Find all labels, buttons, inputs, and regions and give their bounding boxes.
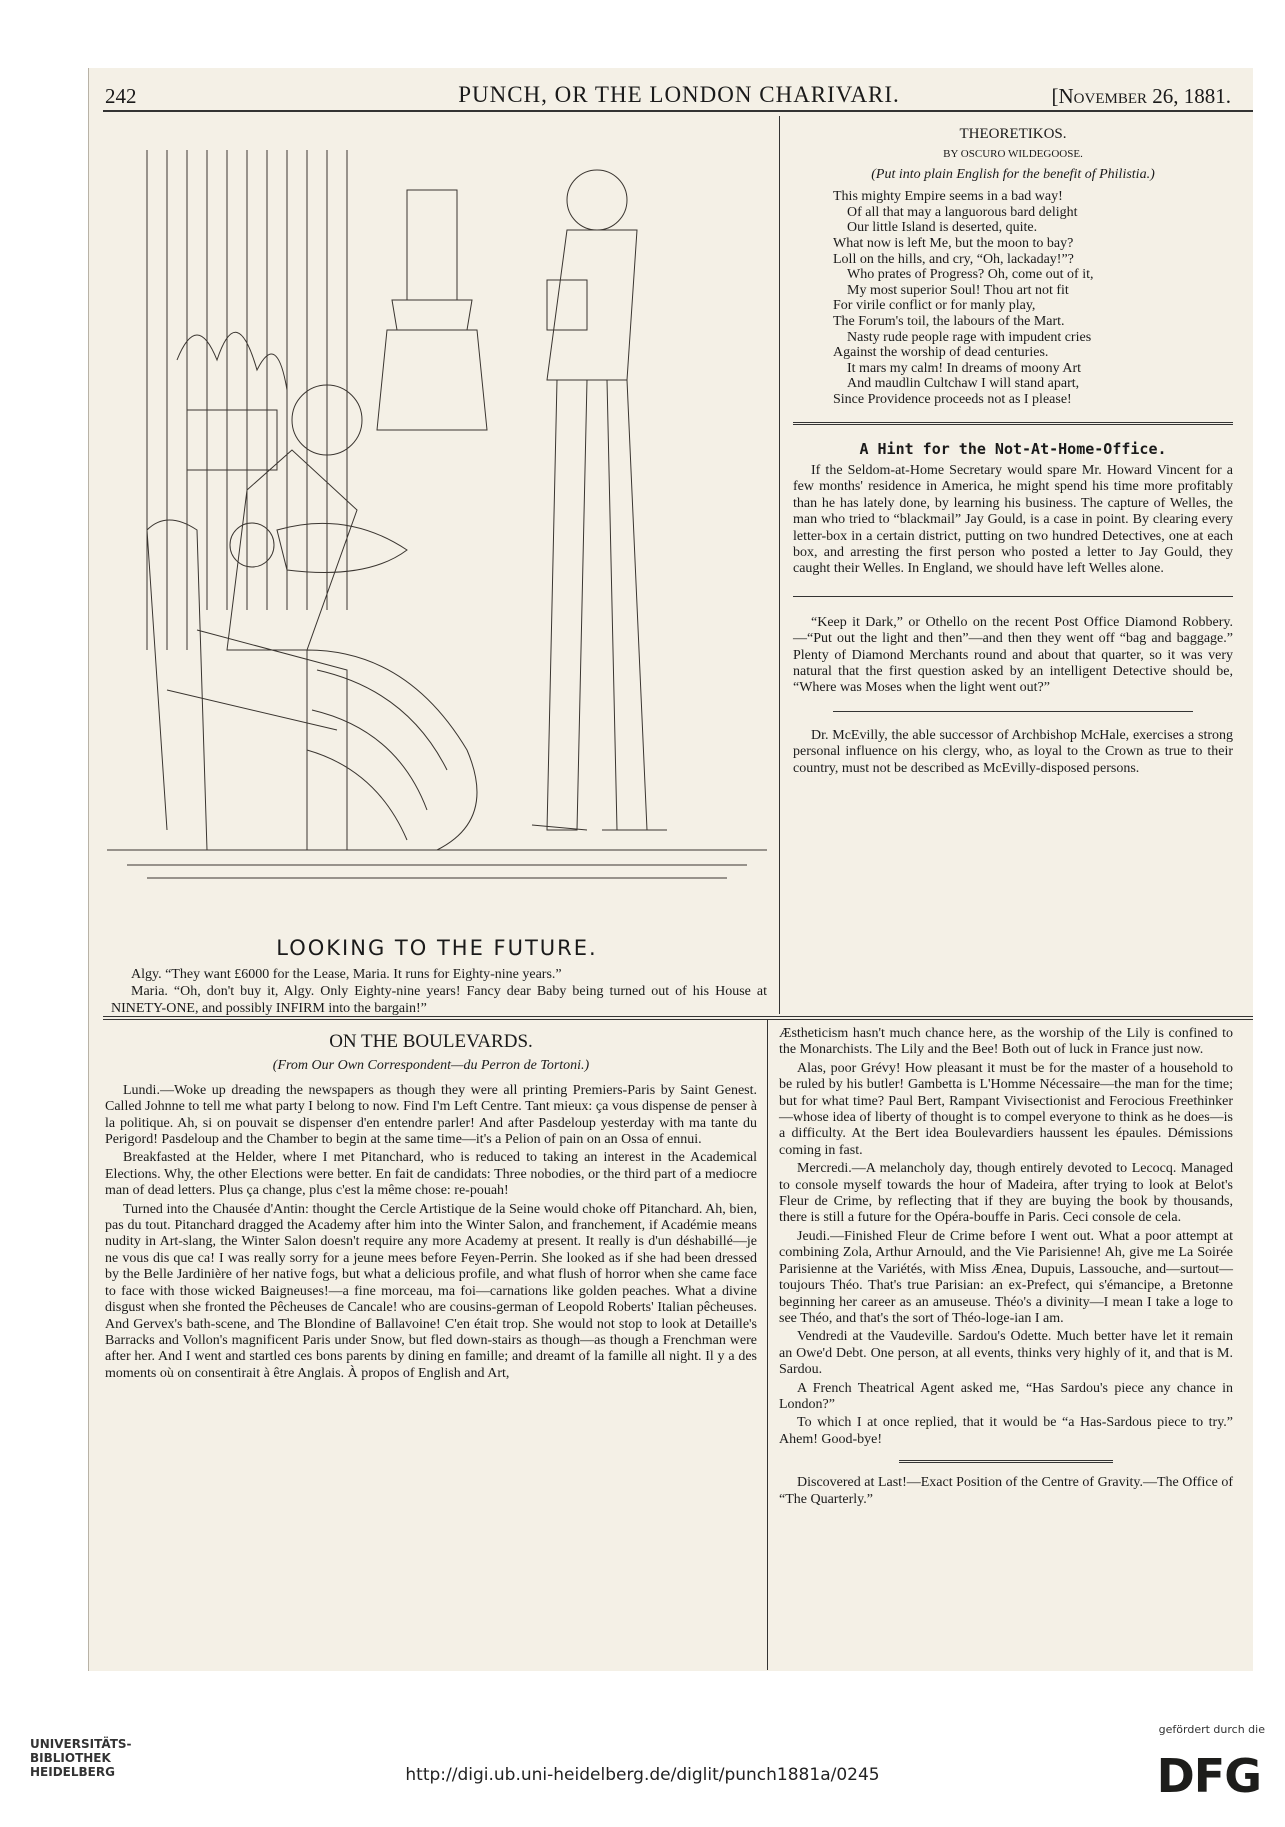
section-divider — [899, 1460, 1113, 1463]
column-divider-bottom — [767, 1020, 768, 1670]
poem-line: What now is left Me, but the moon to bay? — [833, 236, 1074, 251]
library-footer — [0, 1715, 1285, 1827]
boulevards-cont-paragraph: Vendredi at the Vaudeville. Sardou's Odette. Much better have let it remain an Owe'd Debt. One person, at all events, thinks very highly of it, and that is M. Sardou. — [779, 1329, 1233, 1378]
boulevards-title: ON THE BOULEVARDS. — [329, 1031, 533, 1052]
library-name-line: HEIDELBERG — [30, 1765, 115, 1779]
page-number: 242 — [105, 84, 137, 108]
library-name-line: BIBLIOTHEK — [30, 1751, 111, 1765]
caption-line-maria: Maria. “Oh, don't buy it, Algy. Only Eighty-nine years! Fancy dear Baby being turned out of his House at NINETY-ONE, and possibly INFIRM into the bargain!” — [111, 984, 767, 1016]
boulevards-cont-paragraph: Æstheticism hasn't much chance here, as the worship of the Lily is confined to the Monarchists. The Lily and the Bee! Both out of luck in France just now. — [779, 1026, 1233, 1058]
column-divider-top — [779, 116, 780, 1014]
section-divider — [833, 711, 1193, 712]
keep-dark-body: “Keep it Dark,” or Othello on the recent Post Office Diamond Robbery.—“Put out the light and then”—and then they went off “bag and baggage.” Plenty of Diamond Merchants round and about that quarter, so it was very natural that the first question asked by an intelligent Detective should be, “Where was Moses when the light went out?” — [793, 614, 1233, 696]
issue-date: [November 26, 1881. — [1051, 84, 1231, 108]
poem-byline: BY OSCURO WILDEGOOSE. — [943, 148, 1083, 161]
header-rule — [103, 110, 1253, 112]
dfg-logo: DFG — [1156, 1749, 1261, 1803]
poem-line: Of all that may a languorous bard delight — [847, 204, 1078, 220]
caption-line-algy: Algy. “They want £6000 for the Lease, Maria. It runs for Eighty-nine years.” — [131, 967, 562, 982]
funding-note: gefördert durch die — [1158, 1723, 1265, 1736]
mid-rule-2 — [103, 1019, 1253, 1020]
poem-line: And maudlin Cultchaw I will stand apart, — [847, 376, 1080, 392]
cartoon-caption — [111, 966, 767, 1017]
section-divider — [793, 596, 1233, 597]
boulevards-cont-paragraph: A French Theatrical Agent asked me, “Has Sardou's piece any chance in London?” — [779, 1380, 1233, 1412]
mid-rule — [103, 1016, 1253, 1017]
boulevards-paragraph: Breakfasted at the Helder, where I met Pitanchard, who is reduced to taking an interest in the Academical Elections. Why, the other Elections were better. En fait de candidats: Three nobodies, or the third part of a mediocre man of dead letters. Plus ça change, plus c'est la même chose: re-pouah! — [105, 1150, 757, 1199]
boulevards-paragraph: Turned into the Chausée d'Antin: thought the Cercle Artistique de la Seine would choke off Pitanchard. Ah, bien, pas du tout. Pitanchard dragged the Academy after him into the Winter Salon, and franchement, if Académie means nudity in Art-slang, the Winter Salon doesn't require any more Academy at present. It really is d'un déshabillé—je ne vous dis que ca! I was really sorry for a jeune mees before Feyen-Perrin. She looked as if she had been dressed by the Belle Jardinière of her native fogs, but what a delicious profile, and what flush of horror when she came face to face with those wicked Baigneuses!—a fine morceau, ma foi—carnations like golden peaches. What a divine disgust when she fronted the Pêcheuses de Cancale! who are cousins-german of Leopold Roberts' Italian pêcheuses. And Gervex's bath-scene, and The Blondine of Ballavoine! C'en était trop. She would not stop to look at Detaille's Barracks and Vollon's magnificent Paris under Snow, but fled down-stairs as though—as though a Frenchman were after her. And I went and startled ces bons parents by dining en famille; and dreamt of la famille all night. Il y a des moments où on consentirait à être Anglais. À propos of English and Art, — [105, 1201, 757, 1381]
poem-line: My most superior Soul! Thou art not fit — [847, 282, 1069, 298]
right-column — [793, 126, 1233, 779]
boulevards-cont-paragraph: Alas, poor Grévy! How pleasant it must be for the master of a household to be ruled by his butler! Gambetta is L'Homme Nécessaire—the man for the time; but for what time? Paul Bert, Rampant Vivisectionist and Ferocious Freethinker—whose idea of liberty of thought is to compel everyone to think as he does—is a difficulty. At the Bert idea Boulevardiers haussent les épaules. Démissions coming in fast. — [779, 1060, 1233, 1158]
masthead-title: PUNCH, OR THE LONDON CHARIVARI. — [458, 82, 900, 107]
poem-line: The Forum's toil, the labours of the Mart. — [833, 313, 1065, 329]
poem-line: Our little Island is deserted, quite. — [847, 220, 1038, 236]
poem-body — [793, 189, 1233, 407]
boulevards-column — [105, 1031, 757, 1384]
permalink[interactable]: http://digi.ub.uni-heidelberg.de/diglit/punch1881a/0245 — [405, 1765, 880, 1785]
poem-line: For virile conflict or for manly play, — [833, 298, 1036, 314]
poem-line: Loll on the hills, and cry, “Oh, lackaday!”? — [833, 251, 1074, 267]
boulevards-cont-paragraph: Jeudi.—Finished Fleur de Crime before I went out. What a poor attempt at combining Zola, Arthur Arnould, and the Vie Parisienne! Ah, give me La Soirée Parisienne at the Variétés, with Miss Ænea, Dupuis, Lassouche, and—surtout—toujours Théo. That's true Parisian: an ex-Prefect, qui s'émancipe, a Bretonne beginning her career as an amuseuse. Théo's a divinity—I mean I take a loge to see Théo, and that's the sort of Théo-loge-ian I am. — [779, 1228, 1233, 1326]
cartoon-title: LOOKING TO THE FUTURE. — [276, 936, 598, 960]
boulevards-cont-paragraph: To which I at once replied, that it would be “a Has-Sardous piece to try.” Ahem! Good-bye! — [779, 1415, 1233, 1447]
boulevards-cont-paragraph: Mercredi.—A melancholy day, though entirely devoted to Lecocq. Managed to console myself towards the hour of Madeira, after trying to look at Belot's Fleur de Crime, by reflecting that if they are buying the book by thousands, there is still a future for the Opéra-bouffe in Paris. Ceci console de cela. — [779, 1161, 1233, 1226]
mcevilly-body: Dr. McEvilly, the able successor of Archbishop McHale, exercises a strong personal influence on his clergy, who, as loyal to the Crown as true to their country, must not be described as McEvilly-disposed persons. — [793, 727, 1233, 776]
poem-line: It mars my calm! In dreams of moony Art — [847, 360, 1082, 376]
poem-line: Since Providence proceeds not as I please! — [833, 391, 1072, 407]
cartoon-illustration — [107, 130, 767, 890]
hint-title: A Hint for the Not-At-Home-Office. — [859, 439, 1167, 458]
boulevards-paragraph: Lundi.—Woke up dreading the newspapers as though they were all printing Premiers-Paris by Saint Genest. Called Johnne to tell me what party I belong to now. Find I'm Left Centre. Tant mieux: ça vous dispense de penser à la politique. Ah, si on pouvait se dispenser d'en entendre parler! And after Pasdeloup yesterday with ma tante du Perigord! Pasdeloup and the Chamber to begin at the same time—it's a Pelion of pain on an Ossa of ennui. — [105, 1082, 757, 1148]
hint-body: If the Seldom-at-Home Secretary would spare Mr. Howard Vincent for a few months' residence in America, he might spend his time more profitably than he has lately done, by learning his business. The capture of Welles, the man who tried to “blackmail” Jay Gould, is a case in point. By clearing every letter-box in a certain district, putting on two hundred Detectives, one at each box, and arresting the first person who posted a letter to Jay Gould, they caught their Welles. In England, we should have left Welles alone. — [793, 462, 1233, 577]
poem-line: Who prates of Progress? Oh, come out of it, — [847, 267, 1094, 283]
section-divider — [793, 422, 1233, 425]
newspaper-page — [88, 68, 1253, 1671]
poem-line: This mighty Empire seems in a bad way! — [833, 189, 1063, 205]
boulevards-subtitle: (From Our Own Correspondent—du Perron de Tortoni.) — [272, 1058, 590, 1074]
discovered-body: Discovered at Last!—Exact Position of the Centre of Gravity.—The Office of “The Quarterly.” — [779, 1475, 1233, 1507]
poem-line: Against the worship of dead centuries. — [833, 345, 1049, 361]
poem-line: Nasty rude people rage with impudent cries — [847, 329, 1092, 345]
poem-subtitle: (Put into plain English for the benefit of Philistia.) — [871, 166, 1155, 182]
poem-title: THEORETIKOS. — [959, 126, 1067, 142]
page-header — [105, 74, 1253, 114]
library-name-line: UNIVERSITÄTS- — [30, 1737, 132, 1751]
boulevards-continued-column — [779, 1026, 1233, 1510]
